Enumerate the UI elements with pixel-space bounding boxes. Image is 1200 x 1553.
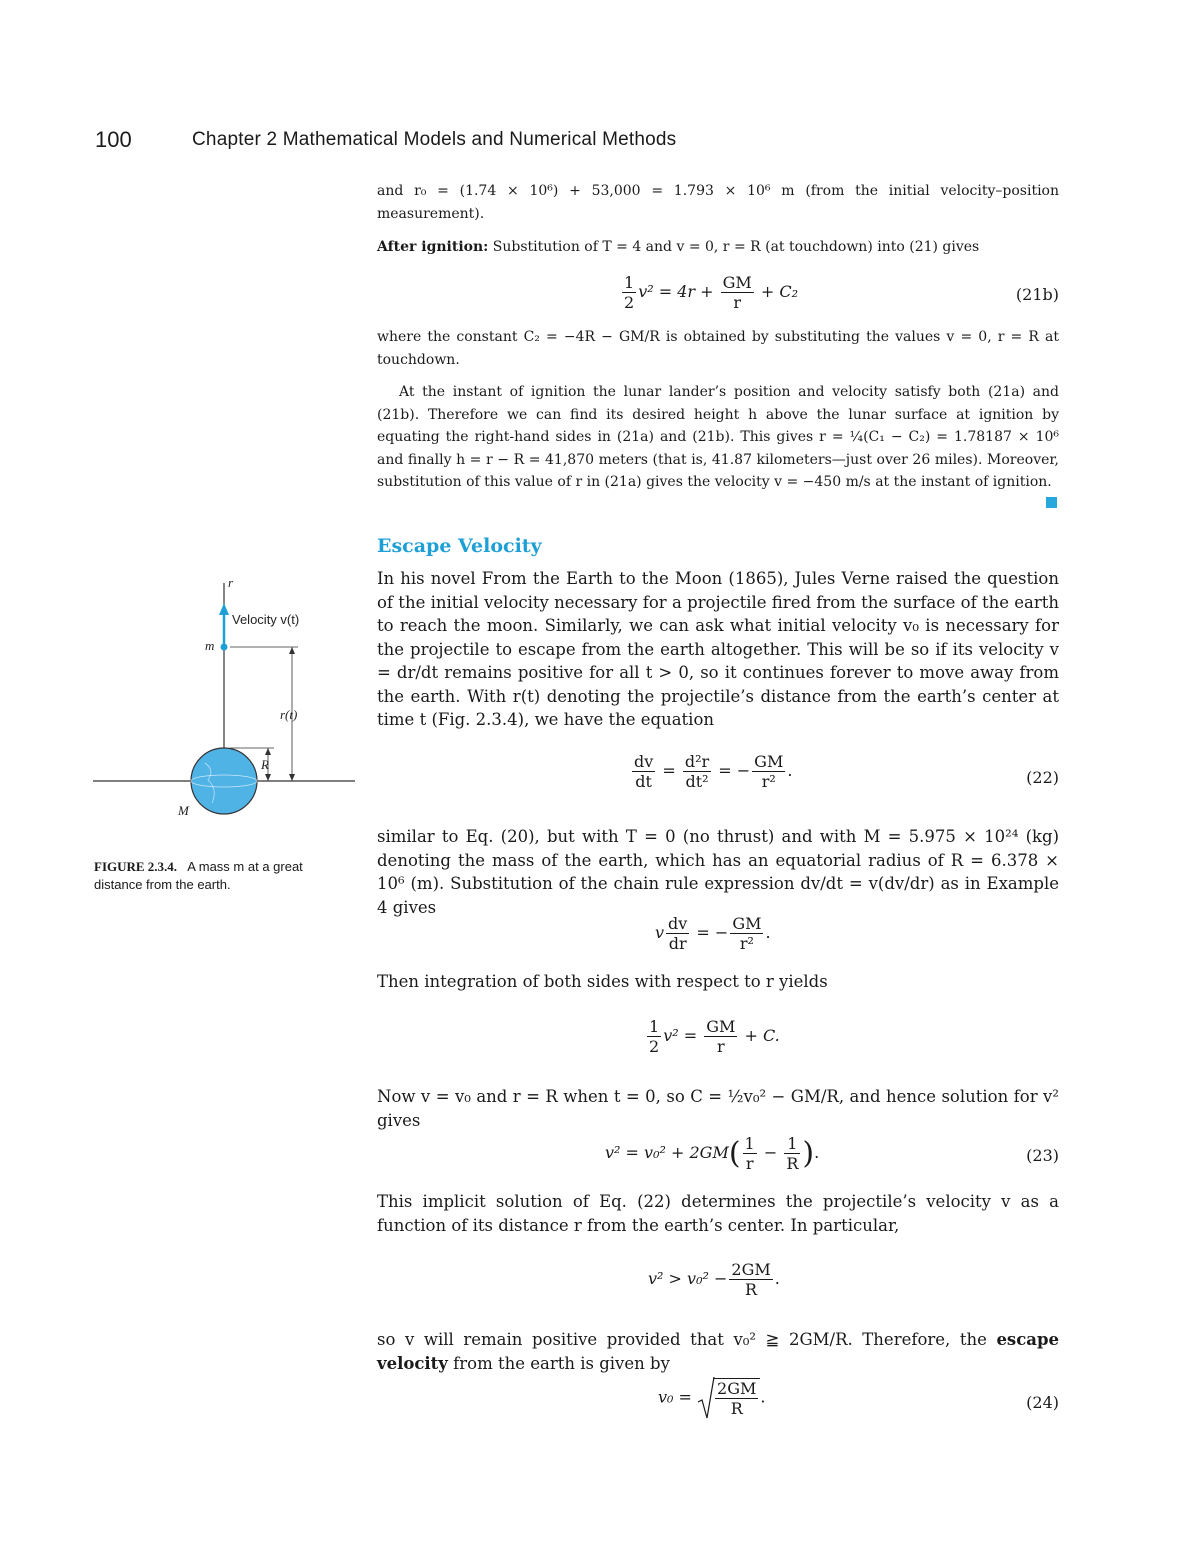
label-rt: r(t) — [280, 707, 298, 722]
intro-line: and r₀ = (1.74 × 10⁶) + 53,000 = 1.793 × 10⁶ m (from the initial velocity–position measurement). — [377, 183, 1059, 222]
equation-22: $\frac{dv}{dt}$ = $\frac{\text{d²r}}{\text{dt²}}$ = − $\frac{GM}{\text{r²}}$ . — [634, 752, 793, 791]
after-ignition-paragraph — [377, 236, 1059, 259]
section-title: Escape Velocity — [377, 535, 542, 557]
equation-23: v² = v₀² + 2GM( $\frac{1}{r}$ − $\frac{1}{R}$ ). — [605, 1134, 820, 1173]
equation-24: v₀ = $\frac{2GM}{R}$ . — [658, 1376, 765, 1420]
after-ignition-text: Substitution of T = 4 and v = 0, r = R (at touchdown) into (21) gives — [492, 239, 980, 255]
equation-integration: $\frac{1}{2}$ v² = $\frac{GM}{r}$ + C. — [649, 1017, 780, 1056]
escape-velocity-term: escape velocity — [377, 1330, 1059, 1373]
escape-paragraph-6: so v will remain positive provided that v₀² ≧ 2GM/R. Therefore, the escape velocity from the earth is given by — [377, 1330, 1059, 1373]
escape-paragraph-5: This implicit solution of Eq. (22) determines the projectile’s velocity v as a function of its distance r from the earth’s center. In particular, — [377, 1192, 1059, 1235]
velocity-arrowhead — [219, 603, 229, 615]
chapter-title: Chapter 2 Mathematical Models and Numerical Methods — [192, 129, 677, 150]
fraction: $\frac{1}{2}$ — [624, 273, 635, 312]
figure-caption — [94, 858, 354, 894]
intro-paragraph — [377, 180, 1059, 225]
constant-paragraph: where the constant C₂ = −4R − GM/R is obtained by substituting the values v = 0, r = R at touchdown. — [377, 329, 1059, 368]
square-root: $\frac{2GM}{R}$ . — [697, 1376, 765, 1420]
equation-21b: $\frac{1}{2}$ v² = 4r + $\frac{GM}{r}$ + C₂ — [624, 273, 799, 312]
figure-caption-label: FIGURE 2.3.4. — [94, 859, 178, 874]
after-ignition-label: After ignition: — [377, 239, 489, 255]
label-m: m — [205, 638, 215, 653]
earth-globe — [191, 748, 257, 814]
label-R: R — [261, 757, 269, 772]
equation-label-24: (24) — [1026, 1393, 1059, 1412]
equation-chain-rule: v $\frac{dv}{dr}$ = − $\frac{GM}{\text{r²}}$ . — [655, 914, 771, 953]
equation-inequality: v² > v₀² − $\frac{2GM}{R}$ . — [648, 1260, 780, 1299]
equation-label-21b: (21b) — [1015, 285, 1059, 304]
page-number: 100 — [95, 127, 132, 152]
label-r: r — [228, 575, 234, 590]
figure-mass-earth — [90, 575, 360, 845]
label-M: M — [178, 803, 189, 818]
mass-point — [221, 644, 228, 651]
equation-label-23: (23) — [1026, 1146, 1059, 1165]
ignition-paragraph: At the instant of ignition the lunar lander’s position and velocity satisfy both (21a) and (21b). Therefore we can find its desired height h above the lunar surface at ignition by equating the right-hand sides in (21a) and (21b). This gives r = ¼(C₁ − C₂) = 1.78187 × 10⁶ and finally h = r − R = 41,870 meters (that is, 41.87 kilometers—just over 26 miles). Moreover, substitution of this value of r in (21a) gives the velocity v = −450 m/s at the instant of ignition. — [377, 384, 1059, 490]
figure-caption-text: A mass m at a great distance from the earth. — [94, 859, 303, 892]
label-velocity: Velocity v(t) — [232, 612, 300, 627]
escape-paragraph-3: Then integration of both sides with respect to r yields — [377, 972, 828, 991]
equation-label-22: (22) — [1026, 768, 1059, 787]
escape-paragraph-4: Now v = v₀ and r = R when t = 0, so C = ½v₀² − GM/R, and hence solution for v² gives — [377, 1087, 1059, 1130]
escape-paragraph-1: In his novel From the Earth to the Moon (1865), Jules Verne raised the question of the initial velocity necessary for a projectile fired from the surface of the earth to reach the moon. Similarly, we can ask what initial velocity v₀ is necessary for the projectile to escape from the earth altogether. This will be so if its velocity v = dr/dt remains positive for all t > 0, so it continues forever to move away from the earth. With r(t) denoting the projectile’s distance from the earth’s center at time t (Fig. 2.3.4), we have the equation — [377, 569, 1059, 729]
escape-paragraph-2: similar to Eq. (20), but with T = 0 (no thrust) and with M = 5.975 × 10²⁴ (kg) denoting the mass of the earth, which has an equatorial radius of R = 6.378 × 10⁶ (m). Substitution of the chain rule expression dv/dt = v(dv/dr) as in Example 4 gives — [377, 827, 1059, 917]
fraction: $\frac{GM}{r}$ — [722, 273, 752, 312]
end-of-example-marker — [1046, 497, 1057, 508]
